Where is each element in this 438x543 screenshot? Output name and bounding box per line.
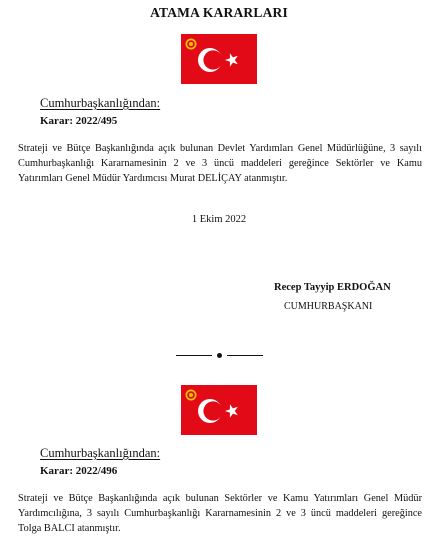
separator-line xyxy=(176,355,212,356)
separator-dot xyxy=(217,353,222,358)
issuer-heading: Cumhurbaşkanlığından: xyxy=(40,446,161,460)
decision-number: Karar: 2022/495 xyxy=(40,115,118,127)
separator-line xyxy=(227,355,263,356)
presidential-seal-icon xyxy=(185,37,197,49)
page-title: ATAMA KARARLARI xyxy=(150,5,288,20)
decision-number: Karar: 2022/496 xyxy=(40,465,118,477)
decision-text: Strateji ve Bütçe Başkanlığında açık bulunan Devlet Yardımları Genel Müdürlüğüne, 3 sayılı Cumhurbaşkanlığı Kararnamesinin 2 ve 3 üncü maddeleri gereğince Sektörler ve Kamu Yatırımları Genel Müdür Yardımcısı Murat DELİÇAY atanmıştır. xyxy=(18,143,422,184)
signer-name: Recep Tayyip ERDOĞAN xyxy=(274,282,391,293)
issuer-heading: Cumhurbaşkanlığından: xyxy=(40,96,161,110)
presidential-seal-icon xyxy=(185,388,197,400)
section-separator xyxy=(176,349,263,361)
signer-title: CUMHURBAŞKANI xyxy=(284,301,373,312)
decision-date: 1 Ekim 2022 xyxy=(191,214,247,225)
decision-text: Strateji ve Bütçe Başkanlığında açık bulunan Sektörler ve Kamu Yatırımları Genel Müdür Yardımcılığına, 3 sayılı Cumhurbaşkanlığı Kararnamesinin 2 ve 3 üncü maddeleri gereğince Tolga BALCI atanmıştır. xyxy=(18,493,422,534)
